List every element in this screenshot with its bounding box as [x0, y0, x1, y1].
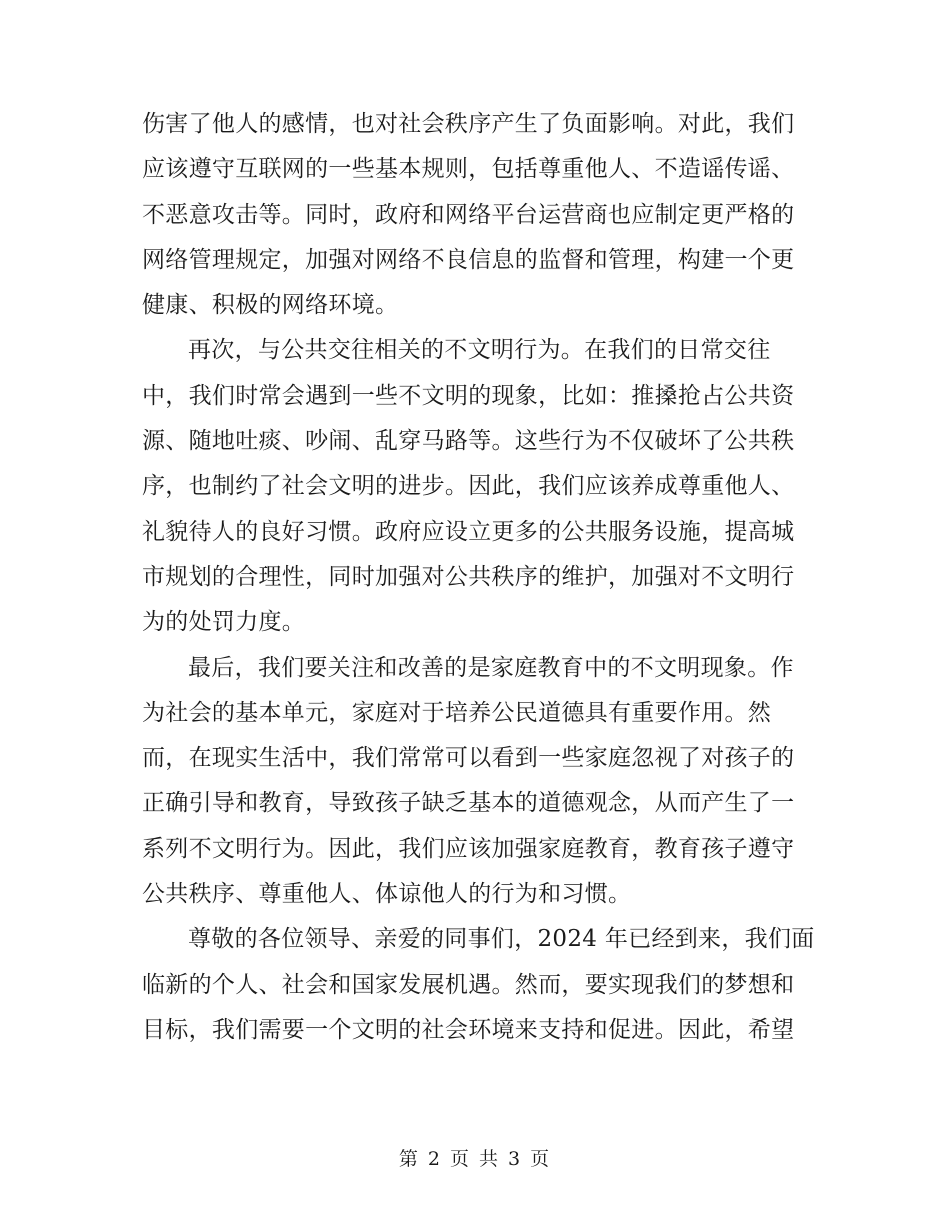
paragraph-closing [142, 917, 815, 1053]
text-line: 应该遵守互联网的一些基本规则，包括尊重他人、不造谣传谣、 [142, 156, 795, 183]
text-line: 网络管理规定，加强对网络不良信息的监督和管理，构建一个更 [142, 246, 795, 273]
text-line: 中，我们时常会遇到一些不文明的现象，比如：推搡抢占公共资 [142, 382, 795, 409]
text-line: 目标，我们需要一个文明的社会环境来支持和促进。因此，希望 [142, 1016, 795, 1043]
text-line: 为社会的基本单元，家庭对于培养公民道德具有重要作用。然 [142, 699, 772, 726]
text-line: 源、随地吐痰、吵闹、乱穿马路等。这些行为不仅破坏了公共秩 [142, 428, 795, 455]
text-line: 健康、积极的网络环境。 [142, 292, 399, 319]
text-line: 市规划的合理性，同时加强对公共秩序的维护，加强对不文明行 [142, 563, 795, 590]
paragraph-family-education [142, 646, 797, 918]
document-body [142, 102, 815, 1053]
paragraph-network-rules [142, 102, 797, 328]
text-line: 为的处罚力度。 [142, 609, 306, 636]
text-line: 系列不文明行为。因此，我们应该加强家庭教育，教育孩子遵守 [142, 835, 795, 862]
text-line: 伤害了他人的感情，也对社会秩序产生了负面影响。对此，我们 [142, 111, 795, 137]
text-line: 尊敬的各位领导、亲爱的同事们，2024 年已经到来，我们面 [188, 926, 815, 953]
text-line: 礼貌待人的良好习惯。政府应设立更多的公共服务设施，提高城 [142, 518, 795, 545]
paragraph-public-interaction [142, 328, 797, 645]
page-number-footer: 第 2 页 共 3 页 [398, 1148, 552, 1170]
text-line: 再次，与公共交往相关的不文明行为。在我们的日常交往 [188, 337, 771, 364]
text-line: 最后，我们要关注和改善的是家庭教育中的不文明现象。作 [188, 654, 794, 681]
text-line: 正确引导和教育，导致孩子缺乏基本的道德观念，从而产生了一 [142, 790, 795, 817]
text-line: 不恶意攻击等。同时，政府和网络平台运营商也应制定更严格的 [142, 201, 795, 228]
text-line: 而，在现实生活中，我们常常可以看到一些家庭忽视了对孩子的 [142, 745, 795, 772]
text-line: 公共秩序、尊重他人、体谅他人的行为和习惯。 [142, 881, 632, 908]
text-line: 临新的个人、社会和国家发展机遇。然而，要实现我们的梦想和 [142, 971, 795, 998]
text-line: 序，也制约了社会文明的进步。因此，我们应该养成尊重他人、 [142, 473, 795, 500]
